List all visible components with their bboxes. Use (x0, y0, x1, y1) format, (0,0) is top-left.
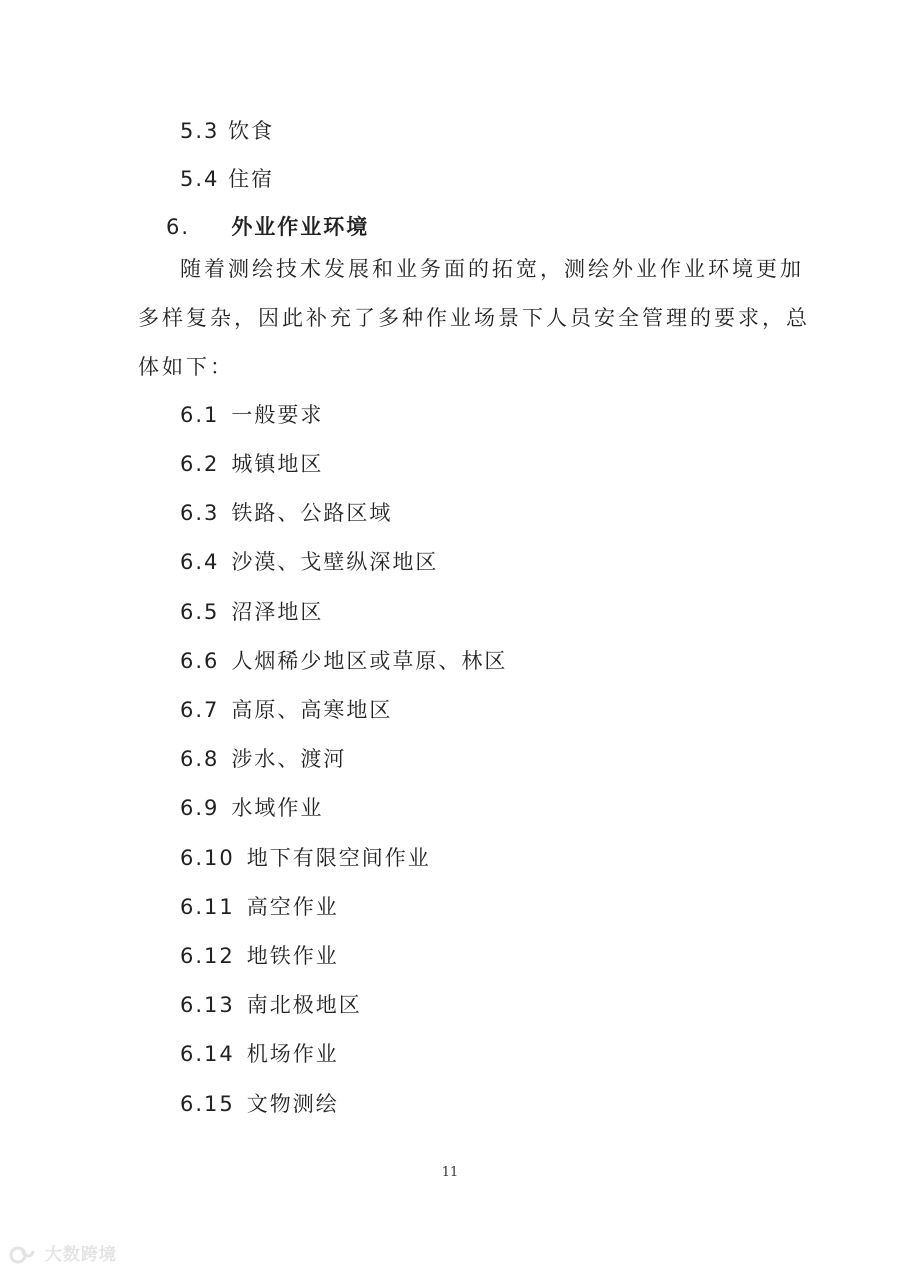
list-item (180, 746, 346, 772)
item-title: 水域作业 (231, 796, 324, 820)
intro-paragraph-line: 多样复杂，因此补充了多种作业场景下人员安全管理的要求，总 (138, 306, 810, 330)
item-number: 6.1 (180, 403, 220, 427)
item-title: 机场作业 (246, 1042, 339, 1066)
list-item (180, 599, 323, 625)
page-number: 11 (441, 1165, 459, 1180)
list-item (180, 697, 392, 723)
item-title: 地下有限空间作业 (246, 846, 431, 870)
section-title: 住宿 (228, 167, 275, 191)
item-title: 高原、高寒地区 (231, 698, 393, 722)
item-number: 6.2 (180, 452, 220, 476)
item-number: 6.13 (180, 993, 235, 1017)
item-number: 6.14 (180, 1042, 235, 1066)
list-item (180, 451, 323, 477)
item-title: 城镇地区 (231, 452, 324, 476)
item-title: 南北极地区 (246, 993, 362, 1017)
watermark (8, 1240, 117, 1265)
item-title: 文物测绘 (246, 1092, 339, 1116)
item-title: 涉水、渡河 (231, 747, 347, 771)
intro-paragraph-line: 随着测绘技术发展和业务面的拓宽，测绘外业作业环境更加 (180, 257, 804, 281)
section-number: 5.3 (180, 119, 220, 143)
item-title: 高空作业 (246, 895, 339, 919)
item-number: 6.6 (180, 649, 220, 673)
item-title: 沙漠、戈壁纵深地区 (231, 550, 439, 574)
section-5-4 (180, 166, 274, 192)
item-title: 铁路、公路区域 (231, 501, 393, 525)
list-item (180, 845, 431, 871)
item-title: 沼泽地区 (231, 600, 324, 624)
watermark-text: 大数跨境 (44, 1245, 117, 1265)
item-title: 人烟稀少地区或草原、林区 (231, 649, 508, 673)
section-title: 饮食 (228, 119, 275, 143)
list-item (180, 795, 323, 821)
item-number: 6.9 (180, 796, 220, 820)
item-number: 6.7 (180, 698, 220, 722)
item-number: 6.3 (180, 501, 220, 525)
intro-paragraph-line: 体如下： (138, 355, 234, 379)
list-item (180, 1041, 339, 1067)
item-number: 6.12 (180, 944, 235, 968)
item-number: 6.11 (180, 895, 235, 919)
item-title: 一般要求 (231, 403, 324, 427)
heading-number: 6. (166, 215, 191, 239)
section-heading-6 (166, 214, 369, 240)
list-item (180, 402, 323, 428)
list-item (180, 1091, 339, 1117)
item-number: 6.10 (180, 846, 235, 870)
list-item (180, 500, 392, 526)
list-item (180, 943, 339, 969)
item-number: 6.8 (180, 747, 220, 771)
item-number: 6.4 (180, 550, 220, 574)
list-item (180, 894, 339, 920)
item-number: 6.5 (180, 600, 220, 624)
heading-title: 外业作业环境 (231, 215, 370, 239)
section-number: 5.4 (180, 167, 220, 191)
list-item (180, 648, 507, 674)
item-number: 6.15 (180, 1092, 235, 1116)
list-item (180, 549, 438, 575)
brand-logo-icon (8, 1245, 38, 1265)
list-item (180, 992, 362, 1018)
item-title: 地铁作业 (246, 944, 339, 968)
section-5-3 (180, 118, 274, 144)
